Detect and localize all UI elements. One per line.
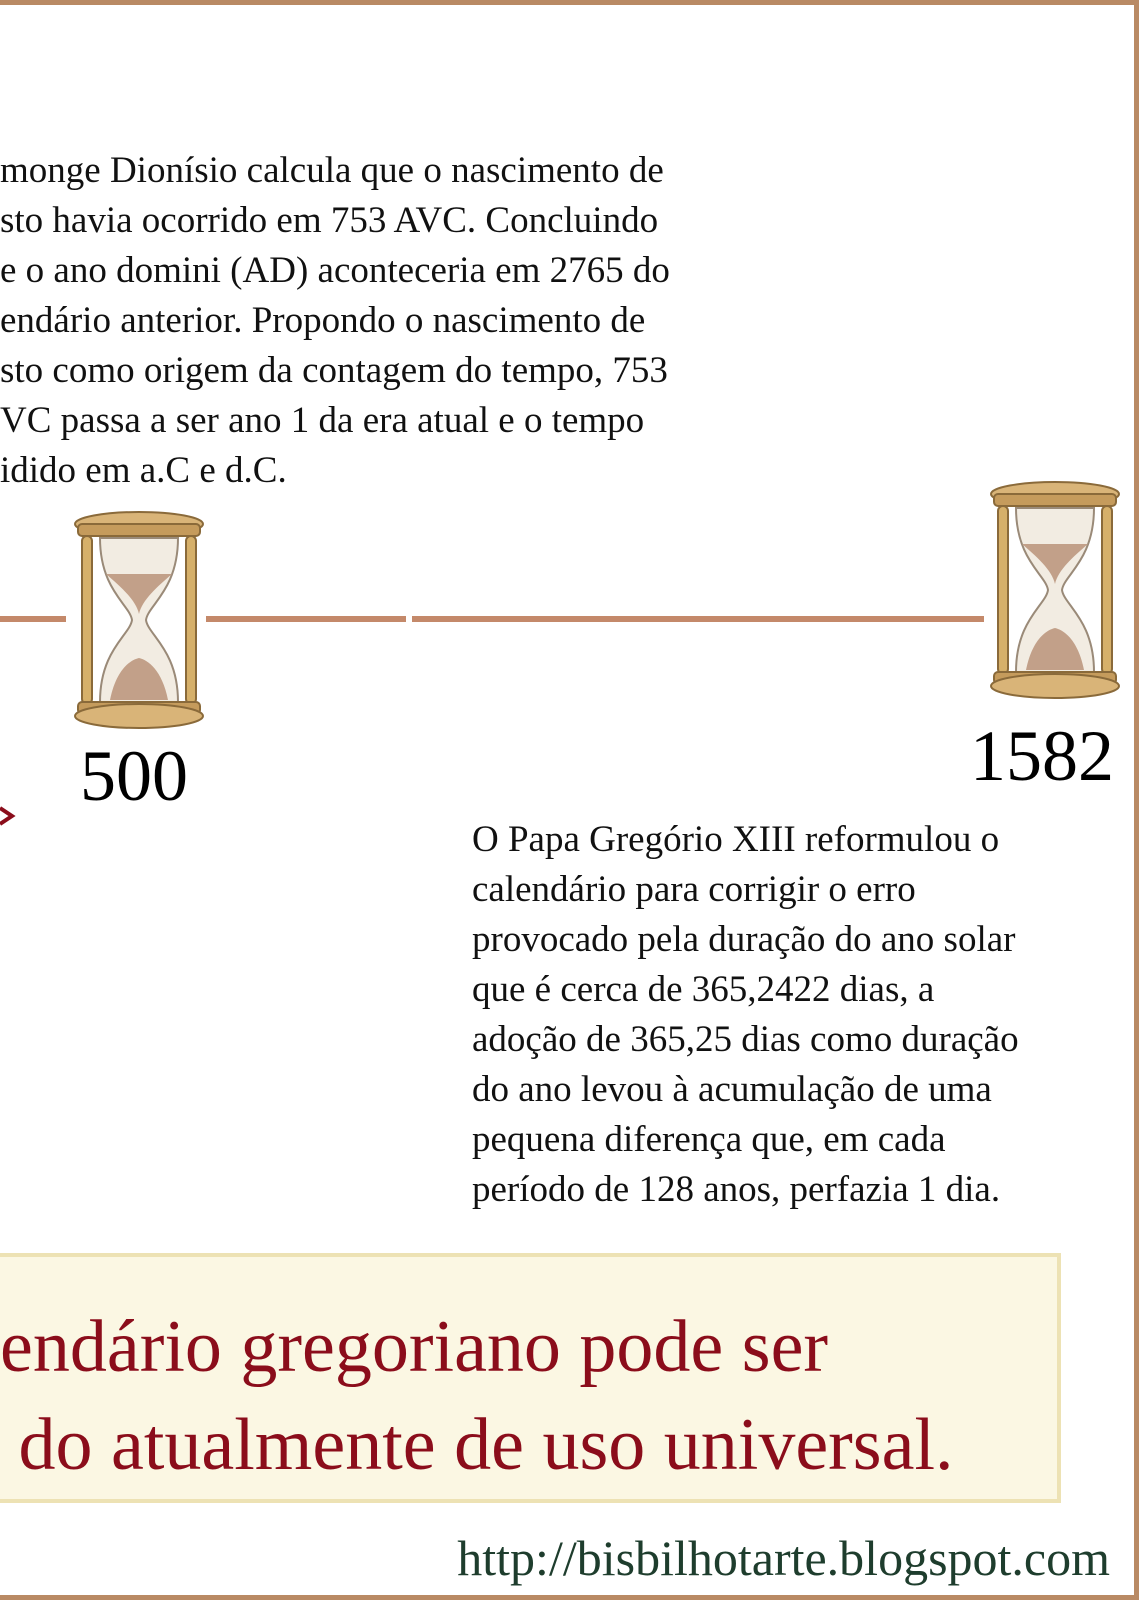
arrow-icon	[0, 806, 18, 826]
timeline-line-right	[412, 616, 984, 622]
timeline-year-1582: 1582	[970, 716, 1114, 796]
callout-text: endário gregoriano pode ser do atualmente de uso universal.	[0, 1306, 954, 1486]
paragraph-gregorio: O Papa Gregório XIII reformulou o calendário para corrigir o erro provocado pela duração do ano solar que é cerca de 365,2422 dias, a adoção de 365,25 dias como duração do ano levou à acumulação de uma pequena diferença que, em cada período de 128 anos, perfazia 1 dia.	[472, 819, 1019, 1210]
paragraph-dionisio: monge Dionísio calcula que o nascimento de sto havia ocorrido em 753 AVC. Concluindo e o ano domini (AD) aconteceria em 2765 do endário anterior. Propondo o nascimento de sto como origem da contagem do tempo, 753 VC passa a ser ano 1 da era atual e o tempo idido em a.C e d.C.	[0, 150, 670, 491]
timeline-line-middle	[206, 616, 406, 622]
timeline-year-500: 500	[80, 736, 188, 816]
hourglass-icon	[70, 510, 208, 730]
timeline-line-left	[0, 616, 66, 622]
hourglass-icon	[986, 480, 1124, 700]
source-url: http://bisbilhotarte.blogspot.com	[457, 1530, 1110, 1586]
